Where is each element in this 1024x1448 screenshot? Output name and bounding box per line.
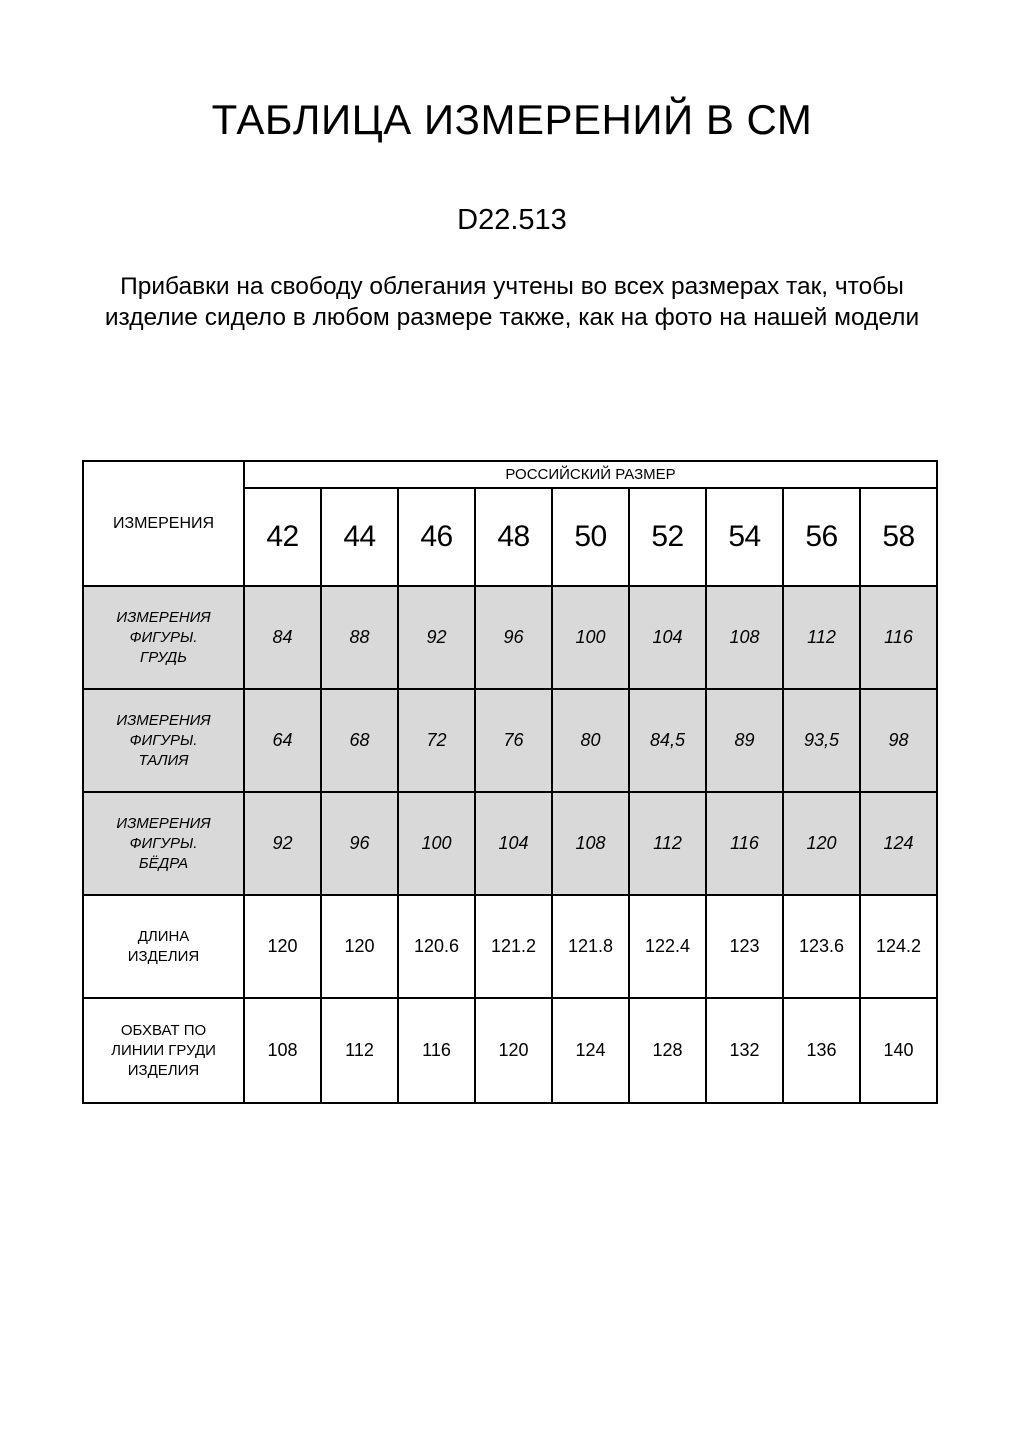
value-cell: 128: [629, 998, 706, 1103]
product-code: D22.513: [457, 204, 567, 237]
value-cell: 116: [706, 792, 783, 895]
value-cell: 132: [706, 998, 783, 1103]
value-cell: 116: [860, 586, 937, 689]
value-cell: 124: [860, 792, 937, 895]
value-cell: 108: [552, 792, 629, 895]
value-cell: 122.4: [629, 895, 706, 998]
table-row-product-chest-girth: [83, 998, 937, 1103]
table-row-figure-hips: [83, 792, 937, 895]
value-cell: 116: [398, 998, 475, 1103]
value-cell: 140: [860, 998, 937, 1103]
value-cell: 123: [706, 895, 783, 998]
value-cell: 76: [475, 689, 552, 792]
row-label-cell: ДЛИНА ИЗДЕЛИЯ: [83, 895, 244, 998]
value-cell: 100: [552, 586, 629, 689]
value-cell: 84: [244, 586, 321, 689]
size-column-header: 58: [860, 488, 937, 586]
table-row-figure-waist: [83, 689, 937, 792]
value-cell: 98: [860, 689, 937, 792]
value-cell: 72: [398, 689, 475, 792]
value-cell: 108: [244, 998, 321, 1103]
value-cell: 120: [321, 895, 398, 998]
value-cell: 112: [321, 998, 398, 1103]
value-cell: 104: [475, 792, 552, 895]
value-cell: 112: [783, 586, 860, 689]
value-cell: 100: [398, 792, 475, 895]
value-cell: 124: [552, 998, 629, 1103]
size-column-header: 54: [706, 488, 783, 586]
value-cell: 121.8: [552, 895, 629, 998]
value-cell: 93,5: [783, 689, 860, 792]
value-cell: 80: [552, 689, 629, 792]
value-cell: 96: [475, 586, 552, 689]
value-cell: 96: [321, 792, 398, 895]
row-label-cell: ИЗМЕРЕНИЯ ФИГУРЫ. БЁДРА: [83, 792, 244, 895]
size-column-header: 56: [783, 488, 860, 586]
value-cell: 120: [244, 895, 321, 998]
value-cell: 68: [321, 689, 398, 792]
value-cell: 120.6: [398, 895, 475, 998]
size-column-header: 46: [398, 488, 475, 586]
row-label-cell: ИЗМЕРЕНИЯ ФИГУРЫ. ГРУДЬ: [83, 586, 244, 689]
value-cell: 92: [398, 586, 475, 689]
value-cell: 121.2: [475, 895, 552, 998]
fit-note: Прибавки на свободу облегания учтены во всех размерах так, чтобы изделие сидело в любом размере также, как на фото на нашей модели: [104, 273, 920, 332]
table-row-figure-chest: [83, 586, 937, 689]
value-cell: 120: [475, 998, 552, 1103]
value-cell: 84,5: [629, 689, 706, 792]
size-column-header: 50: [552, 488, 629, 586]
corner-header-cell: ИЗМЕРЕНИЯ: [83, 461, 244, 586]
value-cell: 64: [244, 689, 321, 792]
size-column-header: 48: [475, 488, 552, 586]
value-cell: 88: [321, 586, 398, 689]
value-cell: 124.2: [860, 895, 937, 998]
size-column-header: 44: [321, 488, 398, 586]
size-column-header: 52: [629, 488, 706, 586]
value-cell: 89: [706, 689, 783, 792]
table-row-product-length: [83, 895, 937, 998]
value-cell: 104: [629, 586, 706, 689]
measurement-table: [82, 460, 938, 1104]
value-cell: 123.6: [783, 895, 860, 998]
value-cell: 112: [629, 792, 706, 895]
size-column-header: 42: [244, 488, 321, 586]
value-cell: 92: [244, 792, 321, 895]
page-title: ТАБЛИЦА ИЗМЕРЕНИЙ В СМ: [211, 96, 813, 143]
value-cell: 120: [783, 792, 860, 895]
row-label-cell: ИЗМЕРЕНИЯ ФИГУРЫ. ТАЛИЯ: [83, 689, 244, 792]
russian-size-group-header: РОССИЙСКИЙ РАЗМЕР: [244, 461, 937, 488]
value-cell: 108: [706, 586, 783, 689]
table-group-header-row: [83, 461, 937, 488]
value-cell: 136: [783, 998, 860, 1103]
row-label-cell: ОБХВАТ ПО ЛИНИИ ГРУДИ ИЗДЕЛИЯ: [83, 998, 244, 1103]
